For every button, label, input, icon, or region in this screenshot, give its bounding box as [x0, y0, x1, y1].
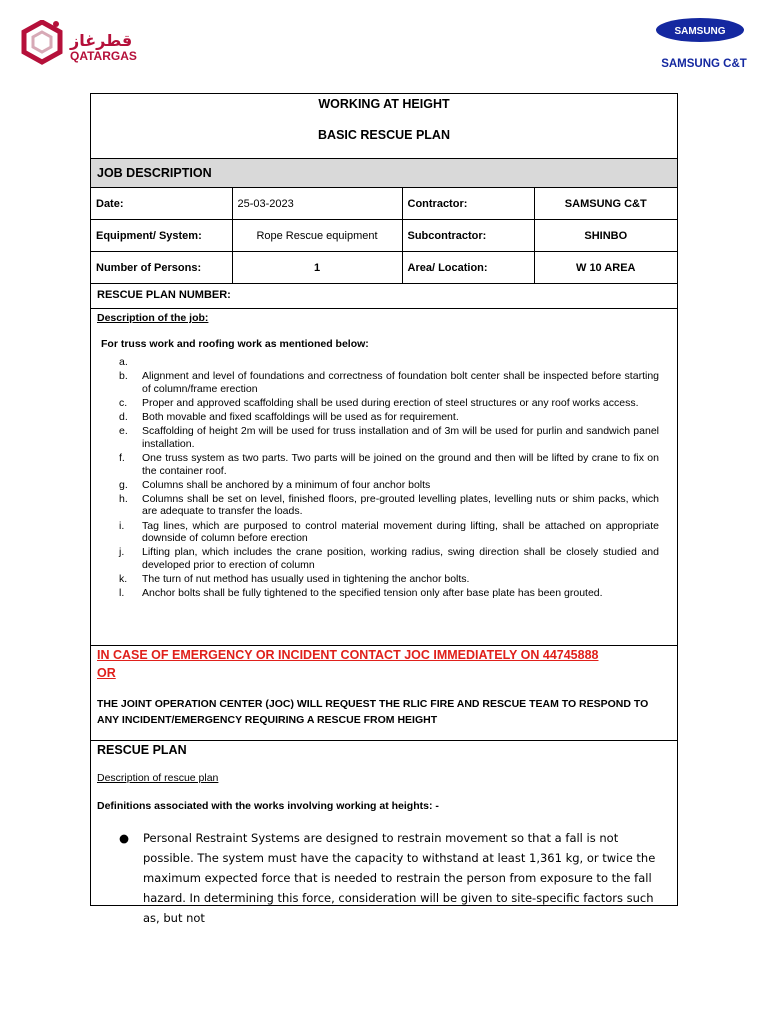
- samsung-ct-text: SAMSUNG C&T: [661, 58, 747, 70]
- definitions-heading: Definitions associated with the works involving working at heights: -: [97, 800, 439, 812]
- list-item: [119, 479, 659, 492]
- list-marker: l.: [119, 587, 125, 600]
- list-item: [119, 425, 659, 450]
- list-item-text: Columns shall be anchored by a minimum of four anchor bolts: [142, 478, 431, 491]
- title-working-at-height: WORKING AT HEIGHT: [318, 97, 450, 111]
- list-marker: i.: [119, 519, 125, 532]
- list-marker: c.: [119, 396, 128, 409]
- list-marker: b.: [119, 370, 128, 383]
- contractor-value: SAMSUNG C&T: [534, 188, 677, 220]
- list-item-text: One truss system as two parts. Two parts will be joined on the ground and then will be lifted by crane to fix on the container roof.: [142, 451, 659, 477]
- list-item-text: Scaffolding of height 2m will be used for truss installation and of 3m will be used for purlin and sandwich panel installation.: [142, 425, 659, 450]
- job-description-heading: Description of the job:: [97, 312, 209, 324]
- list-item-text: Alignment and level of foundations and correctness of foundation bolt center shall be inspected before starting of column/frame erection: [142, 370, 659, 395]
- subcontractor-label: Subcontractor:: [402, 220, 534, 252]
- list-marker: f.: [119, 451, 125, 464]
- job-description-header: JOB DESCRIPTION: [91, 159, 677, 188]
- job-description-section: [91, 309, 677, 646]
- list-item: [119, 587, 659, 600]
- list-item: [119, 370, 659, 395]
- equipment-value: Rope Rescue equipment: [232, 220, 402, 252]
- qatargas-logo: [20, 20, 170, 75]
- subcontractor-value: SHINBO: [534, 220, 677, 252]
- list-item: [119, 493, 659, 518]
- equipment-label: Equipment/ System:: [91, 220, 232, 252]
- list-item-text: Columns shall be set on level, finished floors, pre-grouted levelling plates, levelling nuts or shim packs, which are adequate to transfer the loads.: [142, 492, 659, 518]
- job-intro: For truss work and roofing work as mentioned below:: [101, 338, 369, 350]
- bullet-icon: ●: [119, 831, 130, 845]
- list-marker: j.: [119, 546, 125, 559]
- rescue-plan-description: Description of rescue plan: [97, 772, 219, 784]
- persons-label: Number of Persons:: [91, 252, 232, 284]
- samsung-badge-text: SAMSUNG: [674, 26, 726, 37]
- emergency-contact: [97, 646, 598, 682]
- list-item-text: The turn of nut method has usually used in tightening the anchor bolts.: [142, 573, 470, 586]
- list-marker: k.: [119, 573, 128, 586]
- list-item-text: Lifting plan, which includes the crane position, working radius, swing direction shall be closely studied and developed prior to erection of column: [142, 546, 659, 572]
- table-row: [91, 188, 677, 220]
- list-marker: a.: [119, 356, 128, 368]
- joc-statement: THE JOINT OPERATION CENTER (JOC) WILL REQUEST THE RLIC FIRE AND RESCUE TEAM TO RESPOND TO ANY INCIDENT/EMERGENCY REQUIRING A RESCUE FROM HEIGHT: [97, 698, 649, 726]
- bullet-text: Personal Restraint Systems are designed to restrain movement so that a fall is not possible. The system must have the capacity to withstand at least 1,361 kg, or twice the maximum expected force that is needed to restrain the person from exposure to the fall hazard. In determining this force, consideration will be given to site-specific factors such as, but not: [143, 831, 656, 925]
- persons-value: 1: [232, 252, 402, 284]
- qatargas-emblem-outer: [24, 22, 60, 62]
- qatargas-arabic-text: قطرغاز: [70, 31, 133, 50]
- date-label: Date:: [91, 188, 232, 220]
- area-value: W 10 AREA: [534, 252, 677, 284]
- list-item: [119, 411, 659, 424]
- list-item-text: Tag lines, which are purposed to control material movement during lifting, shall be attached on appropriate downside of column before erection: [142, 519, 659, 545]
- list-marker: h.: [119, 492, 128, 505]
- area-label: Area/ Location:: [402, 252, 534, 284]
- samsung-logo: [650, 16, 750, 76]
- emergency-line-1: IN CASE OF EMERGENCY OR INCIDENT CONTACT JOC IMMEDIATELY ON 44745888: [97, 648, 599, 662]
- rescue-plan-heading: RESCUE PLAN: [97, 743, 187, 757]
- bullet-personal-restraint: [119, 828, 659, 928]
- table-row: [91, 252, 677, 284]
- list-item: [119, 546, 659, 571]
- list-item-text: Proper and approved scaffolding shall be used during erection of steel structures or any roof works access.: [142, 396, 639, 409]
- list-item-text: Anchor bolts shall be fully tightened to the specified tension only after base plate has been grouted.: [142, 587, 603, 600]
- list-item: [119, 452, 659, 477]
- job-info-table: [91, 188, 677, 284]
- emergency-section: [91, 646, 677, 741]
- list-marker: e.: [119, 425, 128, 438]
- list-item-text: Both movable and fixed scaffoldings will be used as for requirement.: [142, 410, 459, 423]
- contractor-label: Contractor:: [402, 188, 534, 220]
- list-item: [119, 397, 659, 410]
- qatargas-text: QATARGAS: [70, 49, 137, 63]
- date-value: 25-03-2023: [232, 188, 402, 220]
- list-marker: g.: [119, 478, 128, 491]
- table-row: [91, 220, 677, 252]
- qatargas-emblem-inner: [33, 32, 51, 52]
- list-item: [119, 356, 659, 369]
- rescue-plan-number: RESCUE PLAN NUMBER:: [91, 284, 677, 309]
- rescue-plan-section: [91, 741, 677, 925]
- list-item: [119, 520, 659, 545]
- job-items-list: [119, 356, 659, 601]
- document-title: [91, 94, 677, 159]
- rescue-plan-document: [90, 93, 678, 925]
- title-basic-rescue-plan: BASIC RESCUE PLAN: [318, 128, 450, 142]
- list-item: [119, 573, 659, 586]
- emergency-line-2: OR: [97, 666, 116, 680]
- list-marker: d.: [119, 410, 128, 423]
